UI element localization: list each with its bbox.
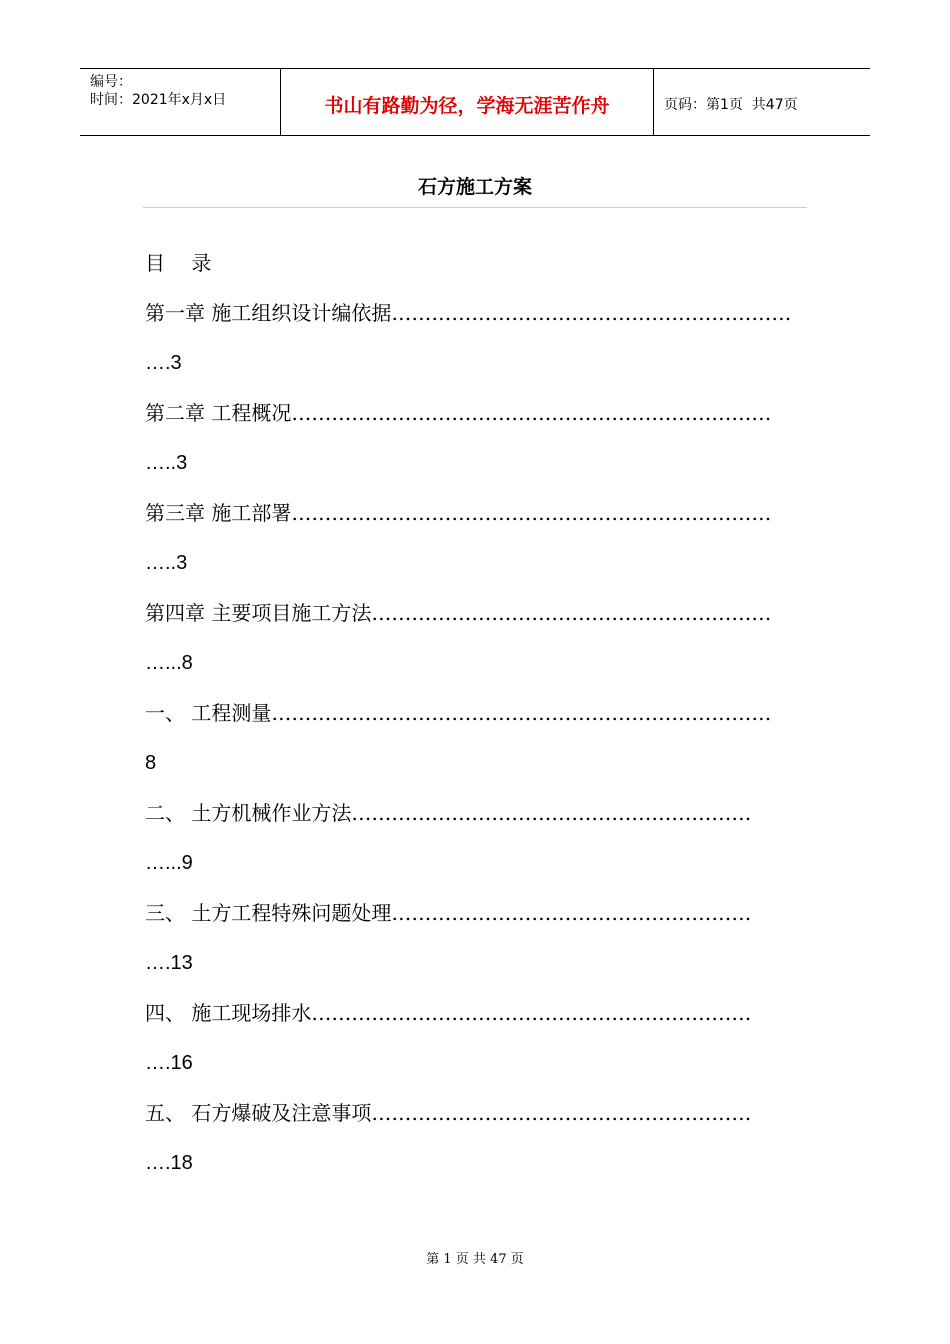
toc-entry: 四、 施工现场排水………………………………………………………… (145, 1001, 752, 1025)
toc-page-ref: …..3 (145, 452, 188, 474)
toc-entry: 二、 土方机械作业方法…………………………………………………… (145, 801, 752, 825)
toc-page-ref: ….13 (145, 952, 193, 974)
toc-entry: 三、 土方工程特殊问题处理……………………………………………… (145, 901, 752, 925)
header-number-label: 编号： (90, 74, 132, 90)
toc-page-ref: ….3 (145, 352, 182, 374)
toc-heading: 目 录 (145, 251, 222, 275)
header-motto: 书山有路勤为径，学海无涯苦作舟 (281, 69, 654, 135)
page-footer: 第 1 页 共 47 页 (426, 1252, 524, 1267)
toc-entry: 第三章 施工部署……………………………………………………………… (145, 501, 772, 525)
toc-entry: 一、 工程测量………………………………………………………………… (145, 701, 772, 725)
toc-entry: 第一章 施工组织设计编依据…………………………………………………… (145, 301, 792, 325)
page-header-table (80, 68, 870, 136)
toc-page-ref: …...8 (145, 652, 193, 674)
table-of-contents (145, 238, 815, 1188)
document-title: 石方施工方案 (417, 176, 532, 198)
toc-page-ref: …...9 (145, 852, 193, 874)
header-date-label: 时间：2021年x月x日 (90, 92, 227, 108)
toc-entry: 第二章 工程概况……………………………………………………………… (145, 401, 772, 425)
header-meta-cell (80, 69, 281, 135)
header-page-info: 页码：第1页 共47页 (664, 97, 798, 113)
toc-page-ref: 8 (145, 752, 157, 774)
title-divider (143, 207, 807, 208)
toc-entry: 五、 石方爆破及注意事项………………………………………………… (145, 1101, 752, 1125)
toc-page-ref: …..3 (145, 552, 188, 574)
toc-entry: 第四章 主要项目施工方法…………………………………………………… (145, 601, 772, 625)
toc-page-ref: ….16 (145, 1052, 193, 1074)
toc-page-ref: ….18 (145, 1152, 193, 1174)
